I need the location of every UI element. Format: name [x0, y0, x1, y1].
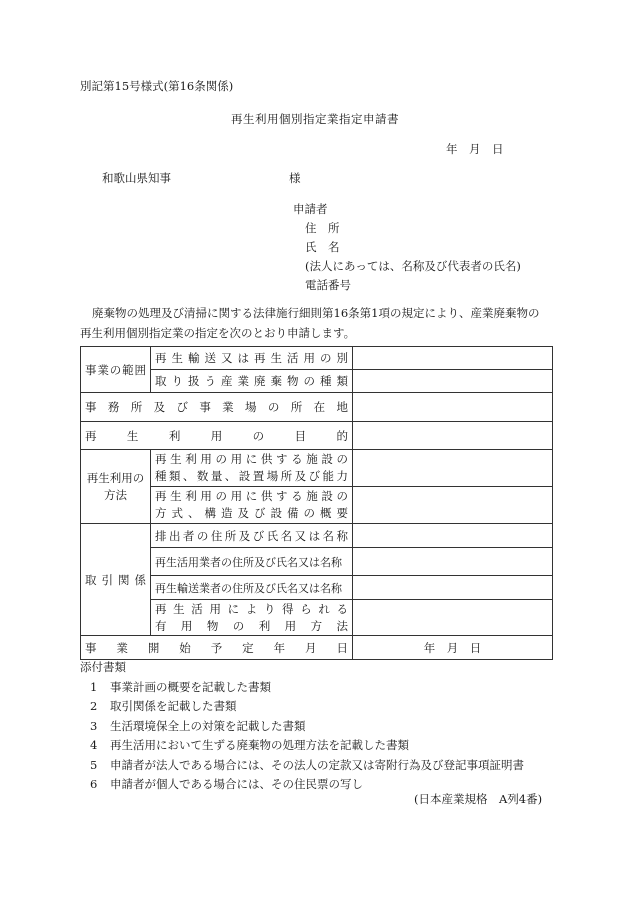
trade-row4-value[interactable] [353, 600, 553, 636]
applicant-block [293, 200, 521, 295]
trade-row4-label [151, 600, 353, 636]
attachment-item [80, 736, 524, 756]
trade-row3-value[interactable] [353, 576, 553, 600]
start-date-label: 事業開始予定年月日 [81, 636, 353, 660]
trade-group-label: 取引関係 [81, 524, 151, 636]
attachment-text: 事業計画の概要を記載した書類 [110, 679, 271, 694]
method-row1-line1: 再生利用の用に供する施設の [155, 452, 348, 466]
applicant-name-label: 氏 名 [305, 240, 340, 254]
document-title: 再生利用個別指定業指定申請書 [231, 112, 399, 126]
attachment-number: 1 [90, 679, 98, 694]
attachment-number: 3 [90, 718, 98, 733]
trade-row2-label: 再生活用業者の住所及び氏名又は名称 [151, 548, 353, 576]
trade-row3-label: 再生輸送業者の住所及び氏名又は名称 [151, 576, 353, 600]
attachment-item [80, 756, 524, 776]
trade-row1-label: 排出者の住所及び氏名又は名称 [151, 524, 353, 548]
office-location-value[interactable] [353, 393, 553, 422]
office-location-label: 事務所及び事業場の所在地 [81, 393, 353, 422]
method-group-label: 再生利用の方法 [81, 450, 151, 524]
trade-row1-value[interactable] [353, 524, 553, 548]
method-row1-label [151, 450, 353, 487]
addressee-name: 和歌山県知事 [102, 171, 171, 185]
applicant-phone-label: 電話番号 [305, 278, 351, 292]
application-date: 年 月 日 [446, 142, 504, 156]
attachment-text: 生活環境保全上の対策を記載した書類 [110, 718, 306, 733]
start-date-value[interactable]: 年 月 日 [353, 636, 553, 660]
applicant-name-note: (法人にあっては、名称及び代表者の氏名) [305, 259, 521, 273]
application-table [80, 346, 553, 660]
scope-group-label: 事業の範囲 [81, 347, 151, 393]
trade-row4-line2: 有用物の利用方法 [155, 618, 348, 633]
trade-row4-line1: 再生活用により得られる [155, 601, 348, 616]
attachment-number: 6 [90, 777, 98, 791]
attachment-text: 申請者が法人である場合には、その法人の定款又は寄附行為及び登記事項証明書 [110, 757, 524, 772]
scope-row1-label: 再生輸送又は再生活用の別 [151, 347, 353, 370]
method-row2-line1: 再生利用の用に供する施設の [155, 489, 348, 503]
attachment-number: 5 [90, 757, 98, 772]
scope-row2-label: 取り扱う産業廃棄物の種類 [151, 370, 353, 393]
attachment-number: 2 [90, 699, 98, 713]
intro-paragraph: 廃棄物の処理及び清掃に関する法律施行細則第16条第1項の規定により、産業廃棄物の再生利用個別指定業の指定を次のとおり申請します。 [80, 306, 540, 340]
attachments-section [80, 658, 524, 795]
form-number: 別記第15号様式(第16条関係) [80, 79, 234, 93]
attachment-text: 再生活用において生ずる廃棄物の処理方法を記載した書類 [110, 738, 409, 752]
method-row1-line2: 種類、数量、設置場所及び能力 [155, 469, 348, 483]
attachment-item [80, 678, 524, 698]
purpose-value[interactable] [353, 422, 553, 450]
method-row2-label [151, 487, 353, 524]
applicant-address-label: 住 所 [305, 221, 340, 235]
attachment-item [80, 717, 524, 737]
applicant-heading: 申請者 [293, 202, 328, 216]
addressee-honorific: 様 [289, 171, 301, 185]
method-row1-value[interactable] [353, 450, 553, 487]
purpose-label: 再生利用の目的 [81, 422, 353, 450]
scope-row1-value[interactable] [353, 347, 553, 370]
attachments-heading: 添付書類 [80, 660, 126, 674]
attachment-number: 4 [90, 738, 98, 752]
attachment-text: 取引関係を記載した書類 [110, 699, 237, 713]
scope-row2-value[interactable] [353, 370, 553, 393]
attachment-item [80, 697, 524, 717]
paper-size-note: (日本産業規格 A列4番) [414, 792, 543, 806]
trade-row2-value[interactable] [353, 548, 553, 576]
method-row2-line2: 方式、構造及び設備の概要 [155, 506, 348, 520]
attachment-text: 申請者が個人である場合には、その住民票の写し [110, 777, 363, 791]
method-row2-value[interactable] [353, 487, 553, 524]
